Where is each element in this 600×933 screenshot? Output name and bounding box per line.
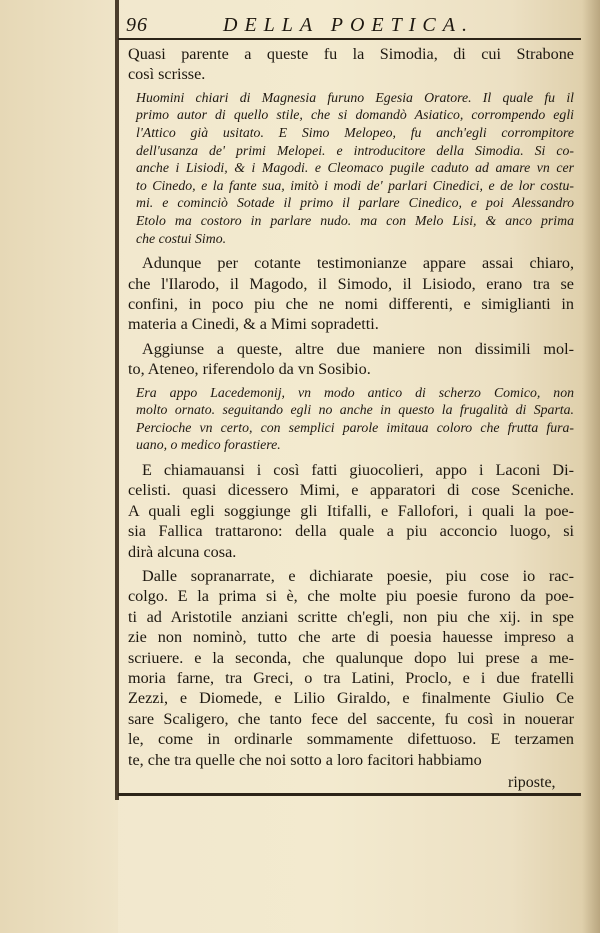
- text-line: mi. e cominciò Sotade il primo il parlare Cinedico, e poi Alessandro: [136, 195, 574, 211]
- page-edge-shadow: [582, 0, 600, 933]
- text-line: dirà alcuna cosa.: [128, 542, 237, 561]
- text-line: che l'Ilarodo, il Magodo, il Simodo, il Lisiodo, erano tra se: [128, 274, 574, 293]
- text-line: che costui Simo.: [136, 230, 227, 246]
- text-line: colgo. E la prima si è, che molte piu poesie furono da poe-: [128, 587, 574, 606]
- text-line: primo autor di quello stile, che si domandò Asiatico, corrompendo egli: [136, 107, 574, 123]
- header-rule: [118, 38, 581, 40]
- text-line: le, come in ordinarle sommamente difettuoso. E terzamen: [128, 730, 574, 749]
- text-line: sia Fallica trattarono: della quale a piu acconcio luogo, si: [128, 522, 574, 541]
- text-line: ti ad Aristotile anziani scritte ch'egli, non piu che xij. in spe: [128, 607, 574, 626]
- text-line: l'Attico già usitato. E Simo Melopeo, fu anch'egli corrompitore: [136, 125, 574, 140]
- text-line: confini, in poco piu che ne nomi differenti, e simiglianti in: [128, 294, 574, 313]
- text-line: to Cinedo, e la fante sua, imitò i modi de' parlari Cinedici, e de lor costu-: [136, 177, 574, 193]
- paragraph: [128, 253, 574, 335]
- left-border-rule: [115, 0, 119, 800]
- text-line: Dalle sopranarrate, e dichiarate poesie, piu cose io rac-: [142, 567, 574, 585]
- text-line: molto ornato. seguitando egli no anche in questo la frugalità di Sparta.: [136, 402, 574, 418]
- text-line: A quali egli soggiunge gli Itifalli, e Fallofori, i quali la poe-: [128, 501, 574, 520]
- text-line: dell'usanza de' primi Melopei. e introducitore della Simodia. Si co-: [136, 142, 574, 158]
- paragraph: [128, 460, 574, 562]
- page-number: 96: [126, 14, 148, 36]
- text-line: zie non nominò, tutto che arte di poesia hauesse impreso a: [128, 628, 574, 647]
- text-line: scriuere. e la seconda, che qualunque dopo lui prese a me-: [128, 648, 574, 667]
- paragraph: [128, 339, 574, 380]
- text-line: Etolo ma costoro in parlare nudo. ma con Melo Lisi, & anco prima: [136, 212, 574, 228]
- text-line: materia a Cinedi, & a Mimi sopradetti.: [128, 315, 379, 334]
- text-line: Adunque per cotante testimonianze appare assai chiaro,: [142, 254, 574, 273]
- text-line: sare Scaligero, che tanto fece del saccente, fu così in nouerar: [128, 709, 574, 728]
- running-title: DELLA POETICA.: [223, 14, 474, 36]
- text-line: Era appo Lacedemonij, vn modo antico di scherzo Comico, non: [136, 384, 574, 400]
- text-line: Zezzi, e Diomede, e Lilio Giraldo, e finalmente Giulio Ce: [128, 689, 574, 708]
- text-line: Aggiunse a queste, altre due maniere non dissimili mol-: [142, 339, 574, 358]
- text-line: to, Ateneo, riferendolo da vn Sosibio.: [128, 360, 371, 379]
- text-block: [128, 44, 574, 774]
- text-line: Percioche vn certo, con semplici parole imitaua coloro che frutta fura-: [136, 419, 574, 435]
- paragraph: [128, 44, 574, 85]
- footer-rule: [118, 793, 581, 796]
- paragraph: [128, 566, 574, 770]
- text-line: E chiamauansi i così fatti giuocolieri, appo i Laconi Di-: [142, 460, 574, 479]
- text-line: celisti. quasi dicessero Mimi, e apparatori di cose Sceniche.: [128, 481, 574, 500]
- text-line: Huomini chiari di Magnesia furuno Egesia Oratore. Il quale fu il: [136, 89, 574, 105]
- inner-margin: [0, 0, 118, 933]
- text-line: Quasi parente a queste fu la Simodia, di cui Strabone: [128, 45, 574, 63]
- quotation-block: [128, 384, 574, 454]
- quotation-block: [128, 89, 574, 247]
- catchword: riposte,: [508, 774, 556, 791]
- text-line: moria farne, tra Greci, o tra Latini, Proclo, e i due fratelli: [128, 669, 574, 688]
- text-line: uano, o medico forastiere.: [136, 437, 281, 453]
- text-line: così scrisse.: [128, 65, 206, 84]
- text-line: te, che tra quelle che noi sotto a loro facitori habbiamo: [128, 750, 482, 769]
- page-header: [118, 14, 583, 38]
- text-line: anche i Lisiodi, & i Magodi. e Cleomaco pugile caduto ad amare vn cer: [136, 160, 574, 176]
